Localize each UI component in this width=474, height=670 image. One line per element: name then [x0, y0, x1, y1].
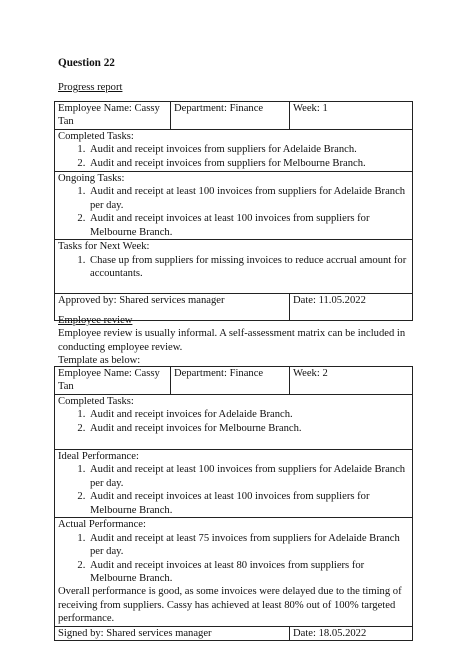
department-cell: Department: Finance [171, 102, 290, 130]
date-cell: Date: 18.05.2022 [290, 626, 413, 640]
completed-tasks-list [58, 143, 409, 170]
ongoing-tasks-list [58, 185, 409, 239]
employee-review-heading: Employee review [58, 315, 133, 326]
next-week-tasks-label: Tasks for Next Week: [58, 241, 150, 253]
signed-by-cell: Signed by: Shared services manager [55, 626, 290, 640]
ongoing-tasks-label: Ongoing Tasks: [58, 172, 125, 184]
week-cell: Week: 1 [290, 102, 413, 130]
table-header-row [55, 367, 413, 395]
completed-tasks-cell [55, 394, 413, 449]
completed-tasks-label: Completed Tasks: [58, 395, 134, 407]
progress-report-table [54, 101, 413, 321]
week-cell: Week: 2 [290, 367, 413, 395]
actual-performance-cell [55, 518, 413, 627]
list-item: 2. Audit and receipt invoices at least 80 invoices from suppliers for Melbourne Branch. [88, 559, 409, 586]
employee-name-cell: Employee Name: Cassy Tan [55, 102, 171, 130]
employee-review-table [54, 366, 413, 641]
question-title: Question 22 [58, 57, 115, 69]
list-item: 2. Audit and receipt invoices at least 100 invoices from suppliers for Melbourne Branch. [88, 490, 409, 517]
overall-performance-text: Overall performance is good, as some invoices were delayed due to the timing of receiving from suppliers. Cassy has achieved at least 80% out of 100% targeted performance. [58, 586, 402, 625]
actual-performance-row [55, 518, 413, 627]
ideal-performance-label: Ideal Performance: [58, 450, 139, 462]
ideal-performance-list [58, 463, 409, 517]
list-item: 1. Chase up from suppliers for missing invoices to reduce accrual amount for accountants. [88, 254, 409, 281]
template-note: Template as below: [58, 355, 141, 367]
ideal-performance-row [55, 449, 413, 517]
employee-review-section [58, 314, 428, 368]
date-cell: Date: 11.05.2022 [290, 294, 413, 321]
employee-name-cell: Employee Name: Cassy Tan [55, 367, 171, 395]
completed-tasks-row [55, 129, 413, 171]
next-week-tasks-cell [55, 240, 413, 294]
employee-review-intro: Employee review is usually informal. A self-assessment matrix can be included in conducting employee review. [58, 328, 406, 353]
actual-performance-list [58, 532, 409, 586]
list-item: 2. Audit and receipt invoices at least 100 invoices from suppliers for Melbourne Branch. [88, 212, 409, 239]
list-item: 1. Audit and receipt at least 100 invoices from suppliers for Adelaide Branch per day. [88, 463, 409, 490]
ideal-performance-cell [55, 449, 413, 517]
table-header-row [55, 102, 413, 130]
list-item: 2. Audit and receipt invoices for Melbourne Branch. [88, 422, 409, 435]
approved-by-cell: Approved by: Shared services manager [55, 294, 290, 321]
ongoing-tasks-row [55, 171, 413, 239]
completed-tasks-list [58, 408, 409, 435]
list-item: 1. Audit and receipt at least 75 invoices from suppliers for Adelaide Branch per day. [88, 532, 409, 559]
progress-report-heading: Progress report [58, 82, 123, 93]
ongoing-tasks-cell [55, 171, 413, 239]
next-week-tasks-row [55, 240, 413, 294]
completed-tasks-cell [55, 129, 413, 171]
completed-tasks-row [55, 394, 413, 449]
list-item: 2. Audit and receipt invoices from suppliers for Melbourne Branch. [88, 157, 409, 170]
list-item: 1. Audit and receipt invoices from suppliers for Adelaide Branch. [88, 143, 409, 156]
list-item: 1. Audit and receipt invoices for Adelaide Branch. [88, 408, 409, 421]
list-item: 1. Audit and receipt at least 100 invoices from suppliers for Adelaide Branch per day. [88, 185, 409, 212]
actual-performance-label: Actual Performance: [58, 519, 146, 531]
department-cell: Department: Finance [171, 367, 290, 395]
signature-row [55, 626, 413, 640]
next-week-tasks-list [58, 254, 409, 281]
completed-tasks-label: Completed Tasks: [58, 130, 134, 142]
